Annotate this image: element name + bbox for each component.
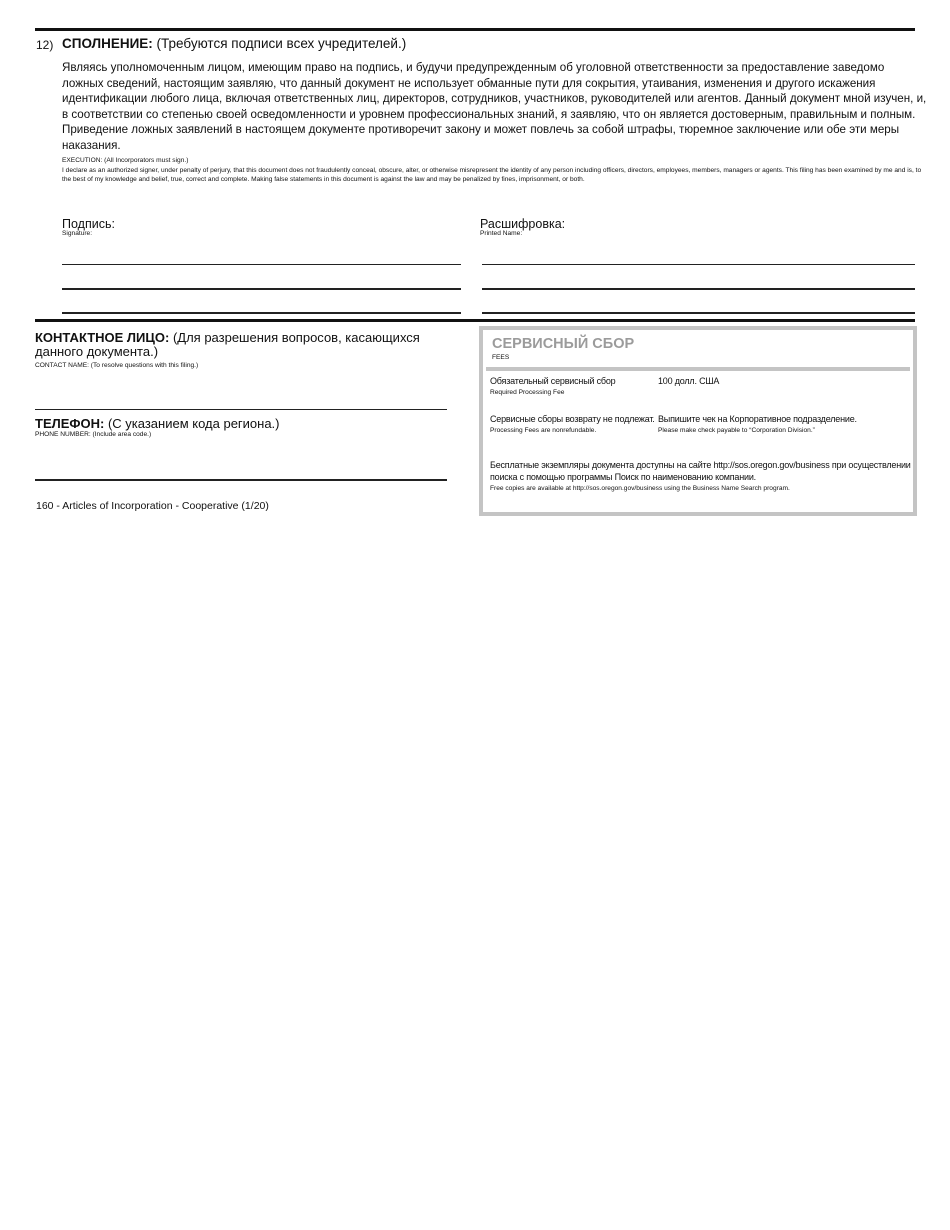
- phone-title-rest: (С указанием кода региона.): [104, 416, 280, 431]
- section-title: [62, 36, 406, 51]
- contact-title-bold: КОНТАКТНОЕ ЛИЦО:: [35, 330, 170, 345]
- signature-line-1[interactable]: [62, 264, 461, 265]
- printed-name-sublabel: Printed Name:: [480, 230, 523, 237]
- section-divider: [35, 319, 915, 322]
- free-copies-ru-1: Бесплатные экземпляры документа доступны на сайте http://sos.oregon.gov/business при осуществлении: [490, 460, 911, 470]
- contact-title: [35, 331, 455, 359]
- declaration-ru: Являясь уполномоченным лицом, имеющим право на подпись, и будучи предупрежденным об уголовной ответственности за предоставление заведомо ложных сведений, настоящим заявляю, что данный документ не использует обманные пути для сокрытия, утаивания, изменения и другого искажения идентификации любого лица, включая ответственных лиц, директоров, сотрудников, участников, руководителей или агентов. Данный документ мной изучен, и, в соответствии со степенью своей осведомленности и уровнем профессиональных знаний, я заявляю, что он является достоверным, правильным и полным. Приведение ложных заявлений в настоящем документе противоречит закону и может повлечь за собой штрафы, тюремное заключение или обе эти меры наказания.: [62, 61, 927, 152]
- phone-sublabel: PHONE NUMBER: (Include area code.): [35, 431, 152, 438]
- required-fee-label: Обязательный сервисный сбор: [490, 376, 616, 386]
- required-fee-label-en: Required Processing Fee: [490, 389, 565, 396]
- printed-name-line-1[interactable]: [482, 264, 915, 265]
- fee-amount: 100 долл. США: [658, 376, 720, 386]
- phone-title-bold: ТЕЛЕФОН:: [35, 416, 105, 431]
- printed-name-line-2[interactable]: [482, 288, 915, 290]
- fees-title-en: FEES: [492, 354, 510, 361]
- signature-label: Подпись:: [62, 217, 115, 231]
- form-footer: 160 - Articles of Incorporation - Cooperative (1/20): [36, 500, 269, 512]
- contact-title-rest: (Для разрешения вопросов, касающихся данного документа.): [35, 330, 420, 359]
- signature-line-2[interactable]: [62, 288, 461, 290]
- execution-en: EXECUTION: (All Incorporators must sign.): [62, 157, 189, 164]
- contact-sublabel: CONTACT NAME: (To resolve questions with this filing.): [35, 362, 199, 369]
- phone-title: [35, 416, 280, 431]
- declaration-en: I declare as an authorized signer, under penalty of perjury, that this document does not fraudulently conceal, obscure, alter, or otherwise misrepresent the identity of any person including officers, directors, employees, members, managers or agents. This filing has been examined by me and is, to the best of my knowledge and belief, true, correct and complete. Making false statements in this document is against the law and may be penalized by fines, imprisonment, or both.: [62, 167, 922, 183]
- nonrefundable-label: Сервисные сборы возврату не подлежат.: [490, 414, 655, 424]
- payable-label-en: Please make check payable to “Corporation Division.”: [658, 427, 815, 434]
- signature-line-3[interactable]: [62, 312, 461, 314]
- printed-name-line-3[interactable]: [482, 312, 915, 314]
- payable-label: Выпишите чек на Корпоративное подразделение.: [658, 414, 857, 424]
- contact-name-line[interactable]: [35, 409, 447, 410]
- phone-number-line[interactable]: [35, 479, 447, 481]
- free-copies-ru-2: поиска с помощью программы Поиск по наименованию компании.: [490, 472, 756, 482]
- signature-sublabel: Signature:: [62, 230, 93, 237]
- fees-header: [486, 333, 910, 371]
- section-title-bold: СПОЛНЕНИЕ:: [62, 36, 153, 51]
- top-rule: [35, 28, 915, 31]
- free-copies-en: Free copies are available at http://sos.oregon.gov/business using the Business Name Search program.: [490, 485, 790, 492]
- nonrefundable-label-en: Processing Fees are nonrefundable.: [490, 427, 597, 434]
- section-title-rest: (Требуются подписи всех учредителей.): [152, 36, 407, 51]
- printed-name-label: Расшифровка:: [480, 217, 566, 231]
- fees-box: [479, 326, 917, 516]
- section-number: 12): [36, 38, 54, 52]
- fees-title: СЕРВИСНЫЙ СБОР: [492, 336, 635, 352]
